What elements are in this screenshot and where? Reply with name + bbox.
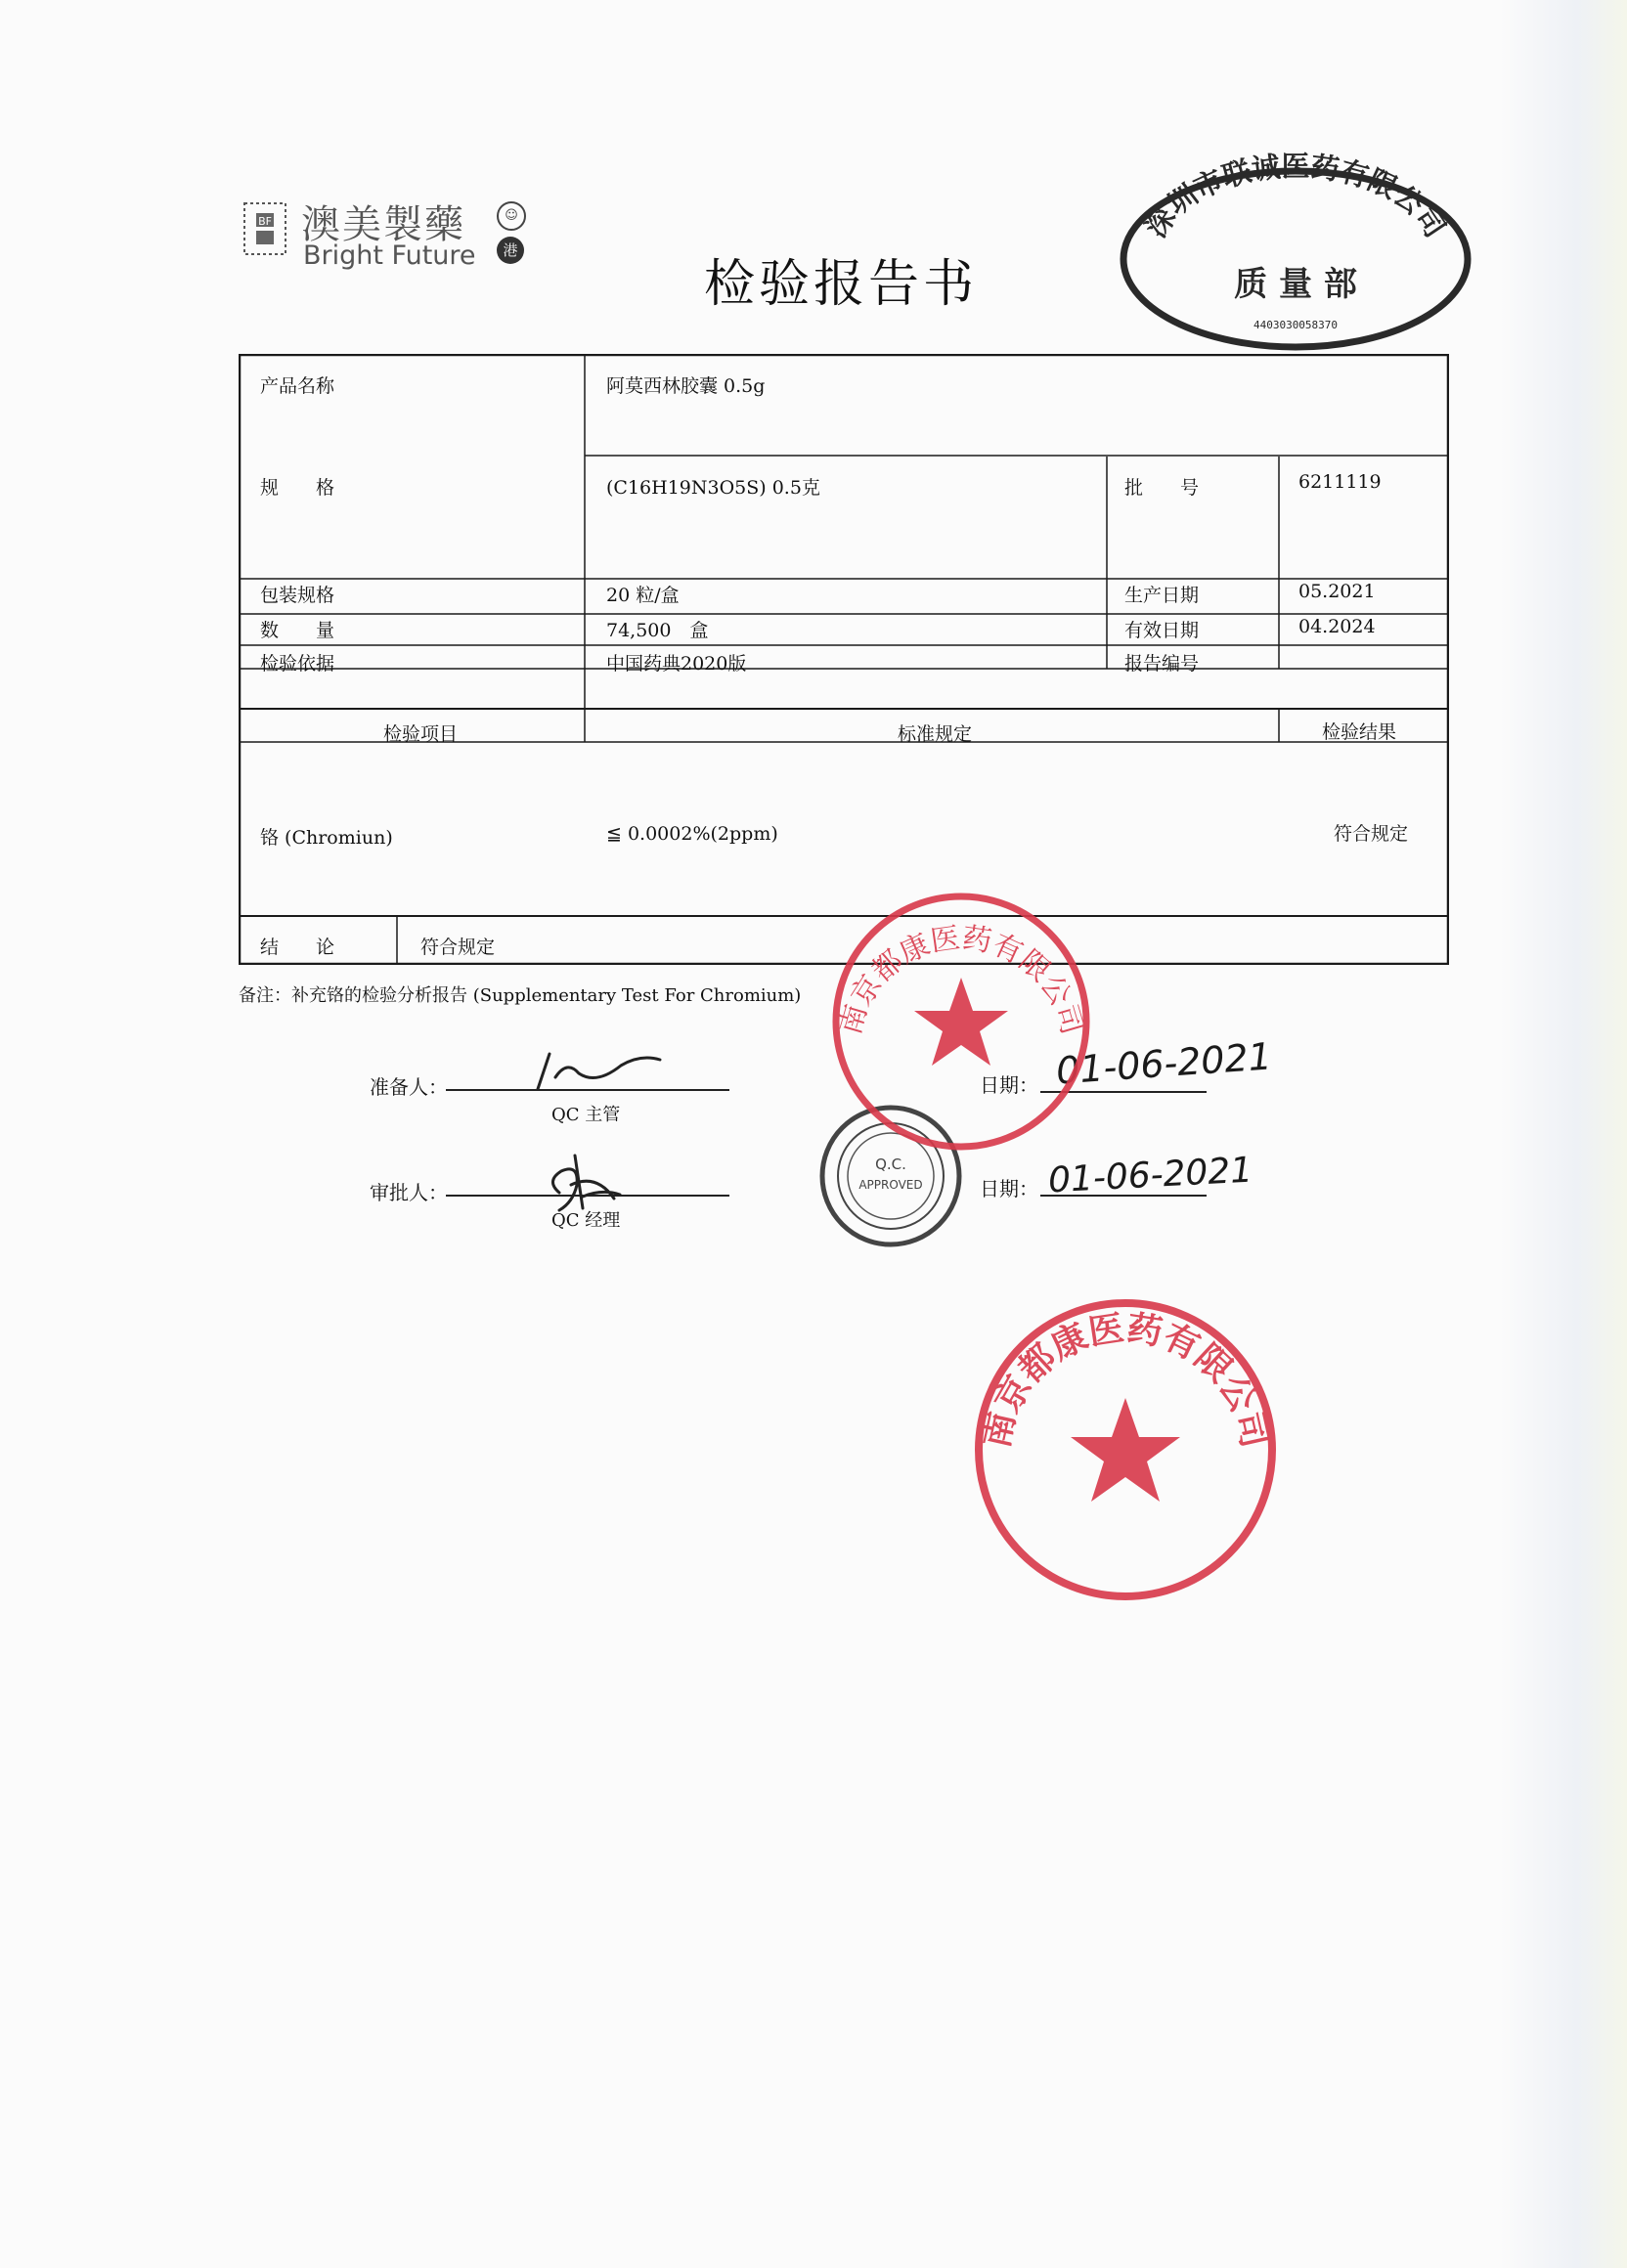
report-table	[239, 354, 1449, 965]
qc-stamp-line2: APPROVED	[858, 1178, 923, 1192]
date-label-1: 日期：	[980, 1073, 1038, 1097]
preparer-signature	[528, 1048, 675, 1097]
date-label-2: 日期：	[980, 1177, 1038, 1200]
product-name-value: 阿莫西林胶囊 0.5g	[606, 375, 766, 397]
qa-stamp-company: 深圳市联诚医药有限公司	[1138, 150, 1453, 243]
preparer-role: QC 主管	[551, 1105, 621, 1125]
batch-value: 6211119	[1298, 471, 1382, 493]
importer-stamp-text: 南京都康医药有限公司	[833, 921, 1089, 1039]
nanjing-red-stamp	[964, 1288, 1287, 1611]
conclusion-label: 结 论	[260, 937, 335, 958]
mfg-date-value: 05.2021	[1298, 581, 1376, 602]
header-standard: 标准规定	[898, 723, 973, 745]
spec-label: 规 格	[260, 477, 335, 499]
test-result: 符合规定	[1334, 823, 1409, 845]
quantity-value: 74,500 盒	[606, 620, 709, 641]
basis-value: 中国药典2020版	[606, 653, 747, 675]
document-title: 检验报告书	[704, 255, 979, 314]
logo-badge-icon: 港	[497, 237, 524, 264]
expiry-value: 04.2024	[1298, 616, 1376, 637]
header-test-item: 检验项目	[383, 723, 459, 745]
preparer-label: 准备人：	[370, 1075, 448, 1099]
logo-mark-b: BF	[258, 215, 272, 228]
remark-note: 备注：补充铬的检验分析报告 (Supplementary Test For Chromium)	[239, 985, 802, 1006]
bright-future-logo-icon	[241, 199, 289, 258]
expiry-label: 有效日期	[1124, 620, 1200, 641]
company-name-cn: 澳美製藥	[301, 202, 465, 247]
svg-text:深圳市联诚医药有限公司	[1139, 150, 1452, 243]
qa-stamp-dept: 质 量 部	[1234, 265, 1357, 304]
logo-face-icon: ☺	[497, 201, 526, 231]
packaging-value: 20 粒/盒	[606, 585, 680, 606]
batch-label: 批 号	[1124, 477, 1200, 499]
report-number-label: 报告编号	[1124, 653, 1200, 675]
nanjing-stamp-star-icon	[1071, 1398, 1180, 1502]
company-name-en: Bright Future	[303, 240, 476, 271]
header-result: 检验结果	[1322, 721, 1397, 743]
spec-value: (C16H19N3O5S) 0.5克	[606, 477, 820, 499]
test-item: 铬 (Chromiun)	[260, 827, 393, 849]
importer-stamp-star-icon	[914, 978, 1008, 1066]
nanjing-stamp-text: 南京都康医药有限公司	[976, 1308, 1275, 1452]
mfg-date-label: 生产日期	[1124, 585, 1200, 606]
quantity-label: 数 量	[260, 620, 335, 641]
qc-stamp-line1: Q.C.	[875, 1156, 906, 1173]
importer-red-stamp	[819, 880, 1103, 1163]
basis-label: 检验依据	[260, 653, 335, 675]
qa-department-stamp	[1115, 137, 1476, 352]
date-value-1: 01-06-2021	[1054, 1034, 1274, 1093]
packaging-label: 包装规格	[260, 585, 335, 606]
date-value-2: 01-06-2021	[1047, 1150, 1254, 1201]
conclusion-value: 符合规定	[420, 937, 496, 958]
test-standard: ≦ 0.0002%(2ppm)	[606, 823, 778, 845]
scan-edge-shadow	[1500, 0, 1627, 2268]
product-name-label: 产品名称	[260, 375, 335, 397]
approver-role: QC 经理	[551, 1210, 621, 1231]
qa-stamp-number: 4403030058370	[1253, 319, 1339, 331]
approver-label: 审批人：	[370, 1181, 448, 1204]
